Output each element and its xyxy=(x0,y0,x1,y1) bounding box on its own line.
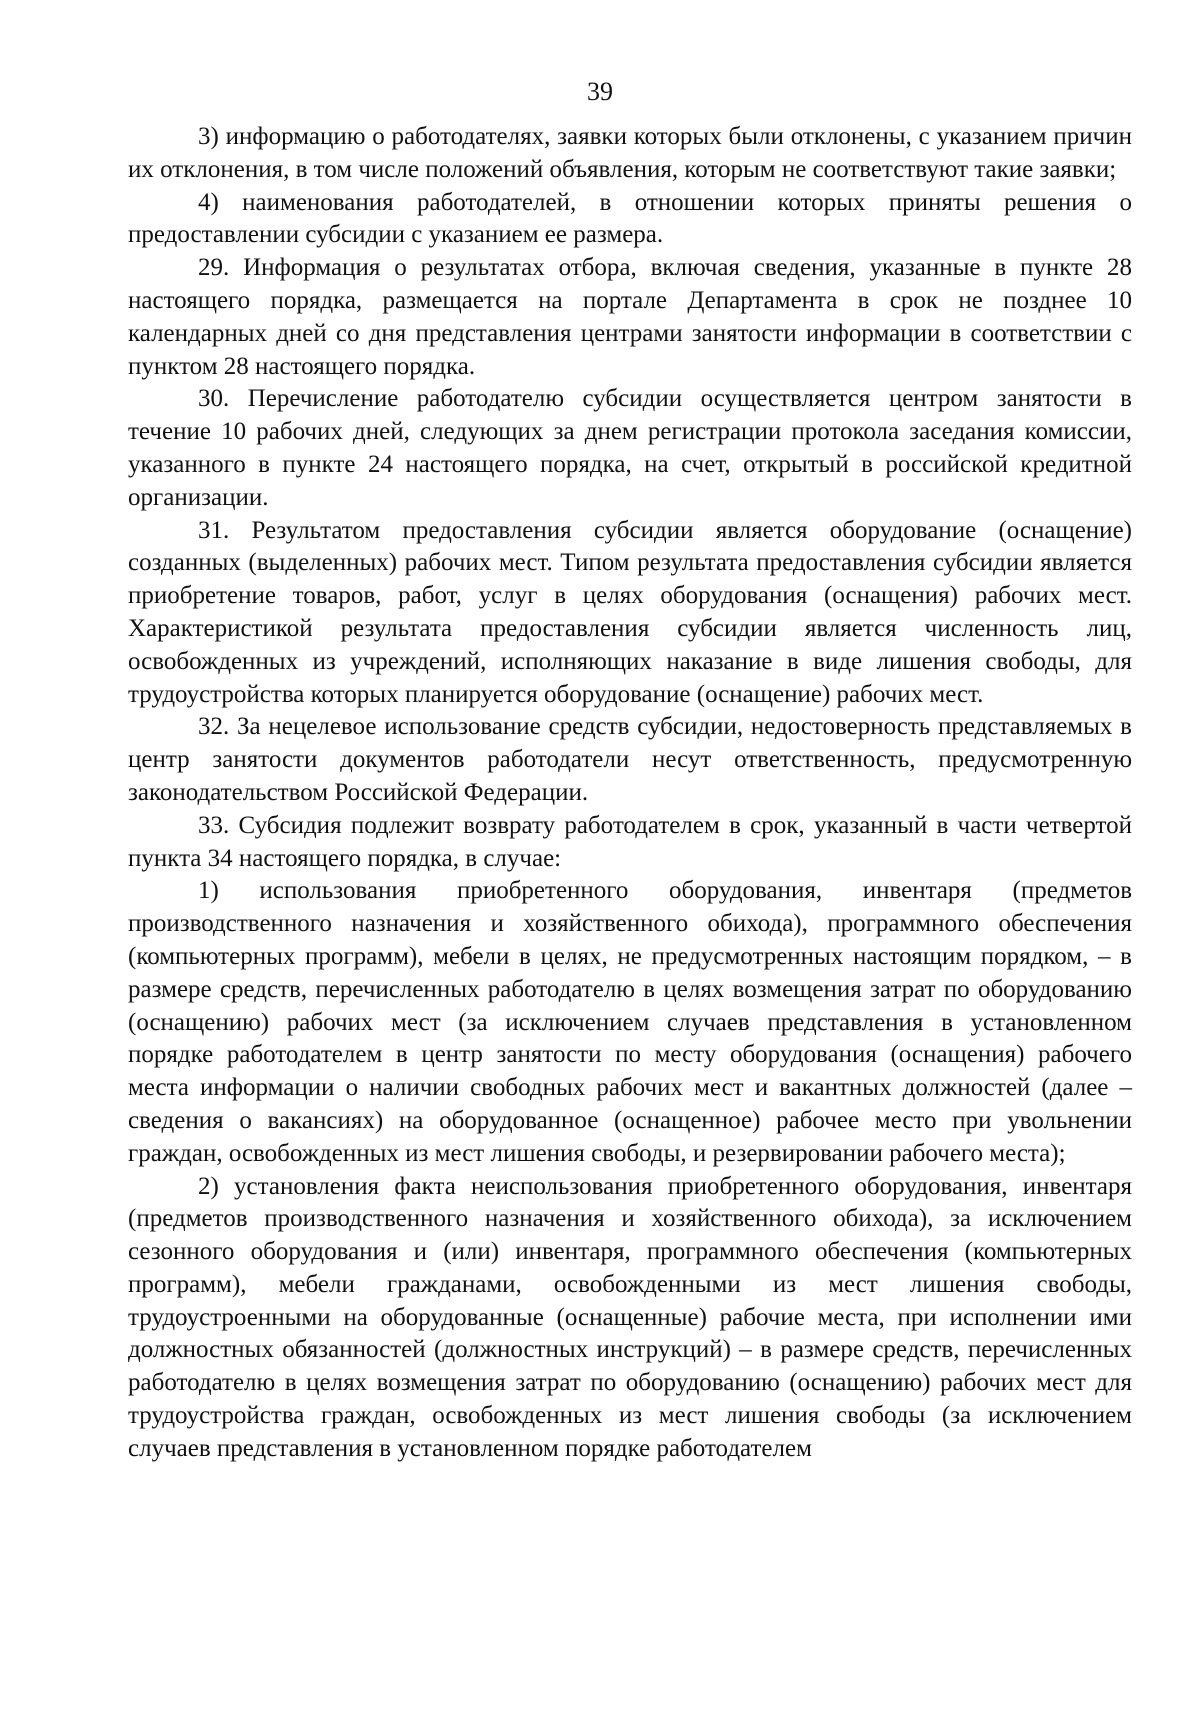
page-number: 39 xyxy=(587,77,613,106)
paragraph-33-item-1: 1) использования приобретенного оборудования, инвентаря (предметов производственного назначения и хозяйственного обихода), программного обеспечения (компьютерных программ), мебели в целях, не предусмотренных настоящим порядком, – в размере средств, перечисленных работодателю в целях возмещения затрат по оборудованию (оснащению) рабочих мест (за исключением случаев представления в установленном порядке работодателем в центр занятости по месту оборудования (оснащения) рабочего места информации о наличии свободных рабочих мест и вакантных должностей (далее – сведения о вакансиях) на оборудованное (оснащенное) рабочее место при увольнении граждан, освобожденных из мест лишения свободы, и резервировании рабочего места); xyxy=(128,877,1132,1167)
page-body xyxy=(128,121,1132,1466)
paragraph-33-item-2: 2) установления факта неиспользования приобретенного оборудования, инвентаря (предметов производственного назначения и хозяйственного обихода), за исключением сезонного оборудования и (или) инвентаря, программного обеспечения (компьютерных программ), мебели гражданами, освобожденными из мест лишения свободы, трудоустроенными на оборудованные (оснащенные) рабочие места, при исполнении ими должностных обязанностей (должностных инструкций) – в размере средств, перечисленных работодателю в целях возмещения затрат по оборудованию (оснащению) рабочих мест для трудоустройства граждан, освобожденных из мест лишения свободы (за исключением случаев представления в установленном порядке работодателем xyxy=(128,1172,1132,1462)
paragraph-33: 33. Субсидия подлежит возврату работодателем в срок, указанный в части четвертой пункта 34 настоящего порядка, в случае: xyxy=(128,811,1132,872)
paragraph-item-3: 3) информацию о работодателях, заявки которых были отклонены, с указанием причин их отклонения, в том числе положений объявления, которым не соответствуют такие заявки; xyxy=(128,123,1132,183)
paragraph-item-4: 4) наименования работодателей, в отношении которых приняты решения о предоставлении субсидии с указанием ее размера. xyxy=(128,188,1132,249)
paragraph-30: 30. Перечисление работодателю субсидии осуществляется центром занятости в течение 10 рабочих дней, следующих за днем регистрации протокола заседания комиссии, указанного в пункте 24 настоящего порядка, на счет, открытый в российской кредитной организации. xyxy=(128,385,1132,511)
paragraph-31: 31. Результатом предоставления субсидии является оборудование (оснащение) созданных (выделенных) рабочих мест. Типом результата предоставления субсидии является приобретение товаров, работ, услуг в целях оборудования (оснащения) рабочих мест. Характеристикой результата предоставления субсидии является численность лиц, освобожденных из учреждений, исполняющих наказание в виде лишения свободы, для трудоустройства которых планируется оборудование (оснащение) рабочих мест. xyxy=(128,516,1132,708)
paragraph-32: 32. За нецелевое использование средств субсидии, недостоверность представляемых в центр занятости документов работодатели несут ответственность, предусмотренную законодательством Российской Федерации. xyxy=(128,713,1132,806)
paragraph-29: 29. Информация о результатах отбора, включая сведения, указанные в пункте 28 настоящего порядка, размещается на портале Департамента в срок не позднее 10 календарных дней со дня представления центрами занятости информации в соответствии с пунктом 28 настоящего порядка. xyxy=(128,254,1132,380)
